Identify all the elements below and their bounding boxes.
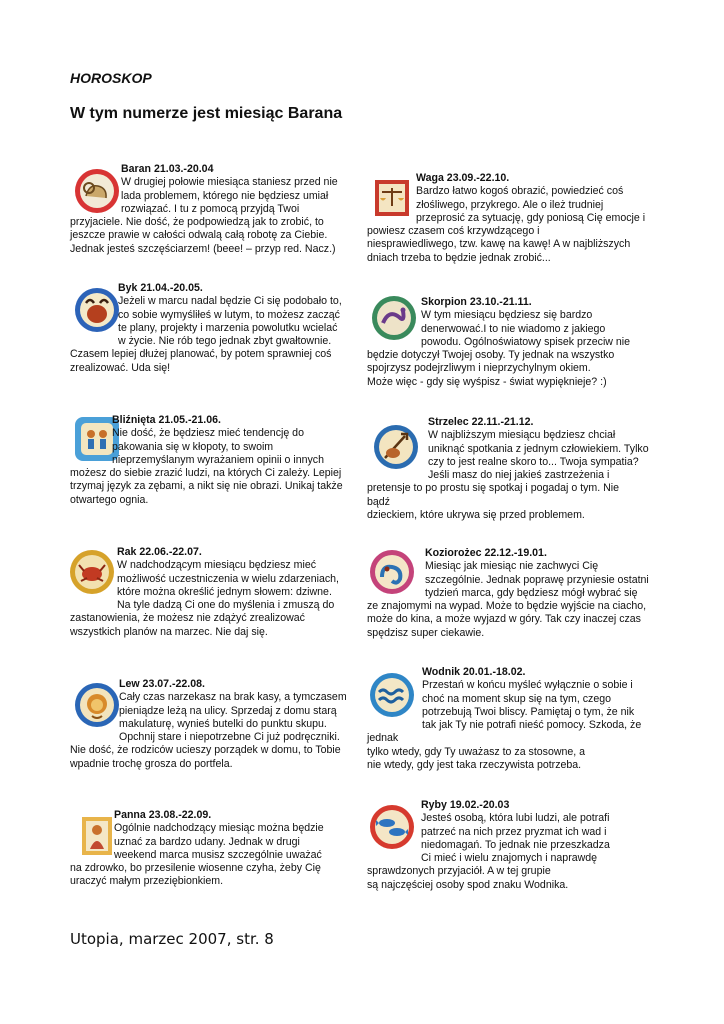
text-line: w życie. Nie rób tego jednak zbyt gwałtownie. [118, 335, 332, 348]
text-line: Cały czas narzekasz na brak kasy, a tymczasem [119, 691, 347, 704]
text-line: Jeśli masz do niej jakieś zastrzeżenia i [428, 469, 610, 482]
text-line: uznać za bardzo udany. Jednak w drugi [114, 835, 300, 848]
text-line: możesz do siebie zrazić ludzi, na których Ci zależy. Lepiej [70, 467, 342, 480]
text-line: niedomagań. To jednak nie przeszkadza [421, 838, 610, 851]
text-line: na zdrowko, bo przesilenie wiosenne czyha, żeby Cię [70, 862, 321, 875]
sign-heading: Ryby 19.02.-20.03 [421, 799, 510, 811]
horoscope-virgo [70, 809, 360, 889]
page-headline: W tym numerze jest miesiąc Barana [70, 105, 343, 122]
text-line: otwartego ognia. [70, 493, 149, 506]
horoscope-leo [70, 678, 360, 771]
text-line: lada problemem, którego nie będziesz umiał [121, 189, 329, 202]
text-line: Ci mieć i wielu znajomych i naprawdę [421, 852, 598, 865]
text-line: W najbliższym miesiącu będziesz chciał [428, 429, 616, 442]
text-line: dniach trzeba to będzie jednak zrobić... [367, 251, 551, 264]
text-line: sprawdzonych przyjaciół. A w tej grupie [367, 865, 551, 878]
sign-heading: Skorpion 23.10.-21.11. [421, 296, 532, 308]
text-line: ze znajomymi na wypad. Może to będzie wyjście na ciacho, [367, 600, 647, 613]
text-line: pakowania się w kłopoty, to swoim [112, 440, 274, 453]
text-line: nieprzemyślanym wyrażaniem opinii o innych [112, 453, 324, 466]
text-line: W nadchodzącym miesiącu będziesz mieć [117, 559, 317, 572]
text-line: Miesiąc jak miesiąc nie zachwyci Cię [425, 560, 599, 573]
sign-heading: Wodnik 20.01.-18.02. [422, 666, 526, 678]
text-line: zrealizować. Uda się! [70, 361, 171, 374]
text-line: Bardzo łatwo kogoś obrazić, powiedzieć coś [416, 185, 624, 198]
text-line: są najczęściej osoby spod znaku Wodnika. [367, 878, 569, 891]
text-line: Jednak jesteś szczęściarzem! (beee! – przyp red. Nacz.) [70, 242, 336, 255]
sign-heading: Panna 23.08.-22.09. [114, 809, 212, 821]
horoscope-sagittarius [367, 416, 667, 522]
sign-heading: Rak 22.06.-22.07. [117, 546, 202, 558]
text-line: Przestań w końcu myśleć wyłącznie o sobie i [422, 679, 633, 692]
text-line: powodu. Ogólnoświatowy spisek przeciw nie [421, 335, 631, 348]
horoscope-pisces [367, 799, 667, 892]
text-line: wpadnie trochę grosza do portfela. [70, 757, 233, 770]
text-line: uniknąć spotkania z jednym człowiekiem. Tylko [428, 442, 649, 455]
text-line: weekend marca musisz szczególnie uważać [114, 848, 322, 861]
horoscope-capricorn [367, 547, 667, 640]
text-line: wszystkich planów na marzec. Nie daj się. [70, 625, 268, 638]
text-line: spojrzysz podejrzliwym i nieprzychylnym okiem. [367, 362, 591, 375]
text-line: niesprawiedliwego, tzw. kawę na kawę! A w najbliższych [367, 238, 631, 251]
text-line: powiesz czasem coś krzywdzącego i [367, 225, 540, 238]
text-line: które można określić jednym słowem: dziwne. [117, 585, 332, 598]
text-line: dzieckiem, które ukrywa się przed problemem. [367, 509, 585, 522]
text-line: spędzisz super ciekawie. [367, 626, 485, 639]
text-line: tak jak Ty nie potrafi nieść pomocy. Szkoda, że [422, 719, 642, 732]
text-line: możliwość uczestniczenia w wielu zdarzeniach, [117, 572, 339, 585]
text-line: czy to jest realne skoro to... Twoja sympatia? [428, 455, 639, 468]
sign-heading: Waga 23.09.-22.10. [416, 172, 510, 184]
horoscope-gemini [70, 414, 360, 507]
text-line: Jesteś osobą, która lubi ludzi, ale potrafi [421, 812, 610, 825]
text-line: co sobie wymyśliłeś w lutym, to możesz zacząć [118, 308, 340, 321]
text-line: W drugiej połowie miesiąca staniesz przed nie [121, 176, 338, 189]
text-line: jeszcze prawie w całości odwalą całą robotę za Ciebie. [70, 229, 328, 242]
text-line: Może więc - gdy się wyśpisz - świat wypiękniejе? :) [367, 375, 607, 388]
section-label: HOROSKOP [70, 70, 152, 86]
text-line: zastanowienia, że możesz nie zdążyć zrealizować [70, 612, 305, 625]
text-line: trzymaj język za zębami, a nikt się nie obrazi. Unikaj także [70, 480, 343, 493]
text-line: będzie dotyczył Twojej osoby. Ty jednak na wszystko [367, 349, 615, 362]
text-line: przyjaciele. Nie dość, że podpowiedzą jak to zrobić, to [70, 216, 324, 229]
text-line: W tym miesiącu będziesz się bardzo [421, 309, 593, 322]
sign-heading: Lew 23.07.-22.08. [119, 678, 205, 690]
text-line: tydzień marca, gdy będziesz mógł wybrać się [425, 586, 638, 599]
text-line: uraczyć małym przeziębionkiem. [70, 875, 224, 888]
text-line: może do kina, a może wyjazd w góry. Tak czy inaczej czas [367, 613, 641, 626]
sign-heading: Koziorożec 22.12.-19.01. [425, 547, 547, 559]
text-line: Jeżeli w marcu nadal będzie Ci się podobało to, [118, 295, 342, 308]
horoscope-libra [367, 172, 667, 265]
text-line: Nie dość, że rodziców ucieszy porządek w domu, to Tobie [70, 744, 341, 757]
horoscope-scorpio [367, 296, 667, 389]
text-line: potrzebują Twoi bliscy. Pamiętaj o tym, że nik [422, 705, 635, 718]
text-line: złośliwego, przykrego. Ale o ileż trudniej [416, 198, 604, 211]
text-line: jednak [367, 732, 399, 745]
text-line: choć na moment skup się na tym, czego [422, 692, 612, 705]
text-line: bądź [367, 495, 390, 508]
text-line: szczególnie. Jednak poprawę przyniesie ostatni [425, 573, 649, 586]
text-line: pieniądze leżą na ulicy. Sprzedaj z domu starą [119, 704, 337, 717]
horoscope-aries [70, 163, 350, 256]
sign-heading: Bliźnięta 21.05.-21.06. [112, 414, 221, 426]
text-line: Ogólnie nadchodzący miesiąc można będzie [114, 822, 324, 835]
text-line: Na tyle dadzą Ci one do myślenia i zmuszą do [117, 599, 335, 612]
horoscope-cancer [70, 546, 360, 639]
page-footer: Utopia, marzec 2007, str. 8 [70, 930, 274, 948]
horoscope-aquarius [367, 666, 667, 772]
sign-heading: Baran 21.03.-20.04 [121, 163, 214, 175]
text-line: pretensje to po prostu się spotkaj i pogadaj o tym. Nie [367, 482, 620, 495]
text-line: te plany, projekty i marzenia powolutku wcielać [118, 321, 338, 334]
text-line: rozwiązać. I tu z pomocą przyjdą Twoi [121, 202, 300, 215]
text-line: patrzeć na nich przez pryzmat ich wad i [421, 825, 607, 838]
text-line: Opchnij stare i niepotrzebne Ci już podręczniki. [119, 731, 340, 744]
text-line: Czasem lepiej dłużej planować, by potem sprawniej coś [70, 348, 332, 361]
text-line: przeprosić za sytuację, gdy poniosą Cię emocje i [416, 211, 646, 224]
text-line: denerwować.I to nie wiadomo z jakiego [421, 322, 606, 335]
text-line: Nie dość, że będziesz mieć tendencję do [112, 427, 304, 440]
text-line: tylko wtedy, gdy Ty uważasz to za stosowne, a [367, 745, 586, 758]
sign-heading: Strzelec 22.11.-21.12. [428, 416, 534, 428]
sign-heading: Byk 21.04.-20.05. [118, 282, 203, 294]
text-line: nie wtedy, gdy jest taka rzeczywista potrzeba. [367, 759, 582, 772]
text-line: makulaturę, wynieś butelki do punktu skupu. [119, 717, 327, 730]
horoscope-taurus [70, 282, 350, 375]
